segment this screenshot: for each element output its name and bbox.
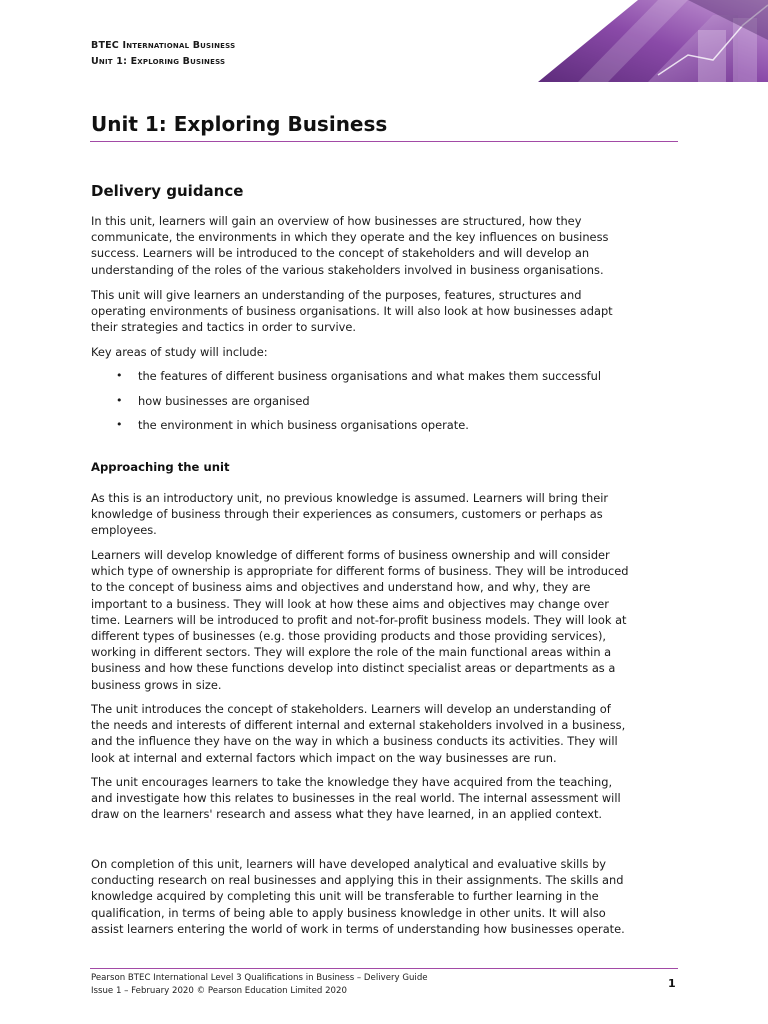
- corner-decoration: [538, 0, 768, 82]
- bullet-icon: •: [116, 418, 123, 431]
- footer-line1: Pearson BTEC International Level 3 Qualifications in Business – Delivery Guide: [91, 973, 428, 983]
- footer-line2: Issue 1 – February 2020 © Pearson Education Limited 2020: [91, 985, 347, 996]
- title-divider: [90, 141, 678, 142]
- page-title: Unit 1: Exploring Business: [91, 112, 388, 136]
- key-areas-list: [91, 368, 631, 442]
- list-item: [91, 368, 631, 384]
- list-item-text: the environment in which business organisations operate.: [138, 418, 469, 432]
- approaching-paragraph-4: The unit encourages learners to take the knowledge they have acquired from the teaching, and investigate how this relates to businesses in the real world. The internal assessment will draw on the learners' research and assess what they have learned, in an applied context.: [91, 775, 621, 822]
- running-header-line2: Unit 1: Exploring Business: [91, 56, 226, 67]
- list-item-text: how businesses are organised: [138, 393, 310, 408]
- approaching-paragraph-2: Learners will develop knowledge of different forms of business ownership and will consider which type of ownership is appropriate for different forms of business. They will be introduced to the concept of business aims and objectives and understand how, and why, they are important to a business. They will look at how these aims and objectives may change over time. Learners will be introduced to profit and not-for-profit business models. They will look at different types of businesses (e.g. those providing products and those providing services), working in different sectors. They will explore the role of the main functional areas within a business and how these functions develop into distinct specialist areas or departments as a business grows in size.: [91, 548, 629, 692]
- bullet-icon: •: [116, 393, 123, 407]
- approaching-paragraph-5: On completion of this unit, learners will have developed analytical and evaluative skills by conducting research on real businesses and applying this in their assignments. The skills and knowledge acquired by completing this unit will be transferable to further learning in the qualification, in terms of being able to apply business knowledge in other units. It will also assist learners entering the world of work in terms of understanding how businesses operate.: [91, 857, 625, 936]
- footer-divider: [90, 968, 678, 969]
- approaching-paragraph-1: As this is an introductory unit, no previous knowledge is assumed. Learners will bring their knowledge of business through their experiences as consumers, customers or perhaps as employees.: [91, 491, 609, 538]
- list-item: [91, 417, 631, 433]
- running-header: [91, 38, 235, 70]
- footer: [91, 972, 428, 997]
- running-header-line1: BTEC International Business: [91, 40, 236, 51]
- delivery-guidance-heading: Delivery guidance: [91, 182, 244, 200]
- approaching-paragraph-3: The unit introduces the concept of stakeholders. Learners will develop an understanding of the needs and interests of different internal and external stakeholders involved in a business, and the influence they have on the way in which a business conducts its activities. They will look at internal and external factors which impact on the way businesses are run.: [91, 702, 626, 765]
- delivery-paragraph-3: Key areas of study will include:: [91, 345, 268, 359]
- approaching-heading: Approaching the unit: [91, 460, 230, 474]
- page-number: 1: [668, 977, 676, 990]
- list-item: [91, 393, 631, 409]
- bullet-icon: •: [116, 369, 123, 382]
- list-item-text: the features of different business organisations and what makes them successful: [138, 369, 602, 383]
- delivery-paragraph-2: This unit will give learners an understanding of the purposes, features, structures and operating environments of business organisations. It will also look at how businesses adapt their strategies and tactics in order to survive.: [91, 288, 613, 335]
- delivery-paragraph-1: In this unit, learners will gain an overview of how businesses are structured, how they communicate, the environments in which they operate and the key influences on business success. Learners will be introduced to the concept of stakeholders and will develop an understanding of the roles of the various stakeholders involved in business organisations.: [91, 214, 609, 277]
